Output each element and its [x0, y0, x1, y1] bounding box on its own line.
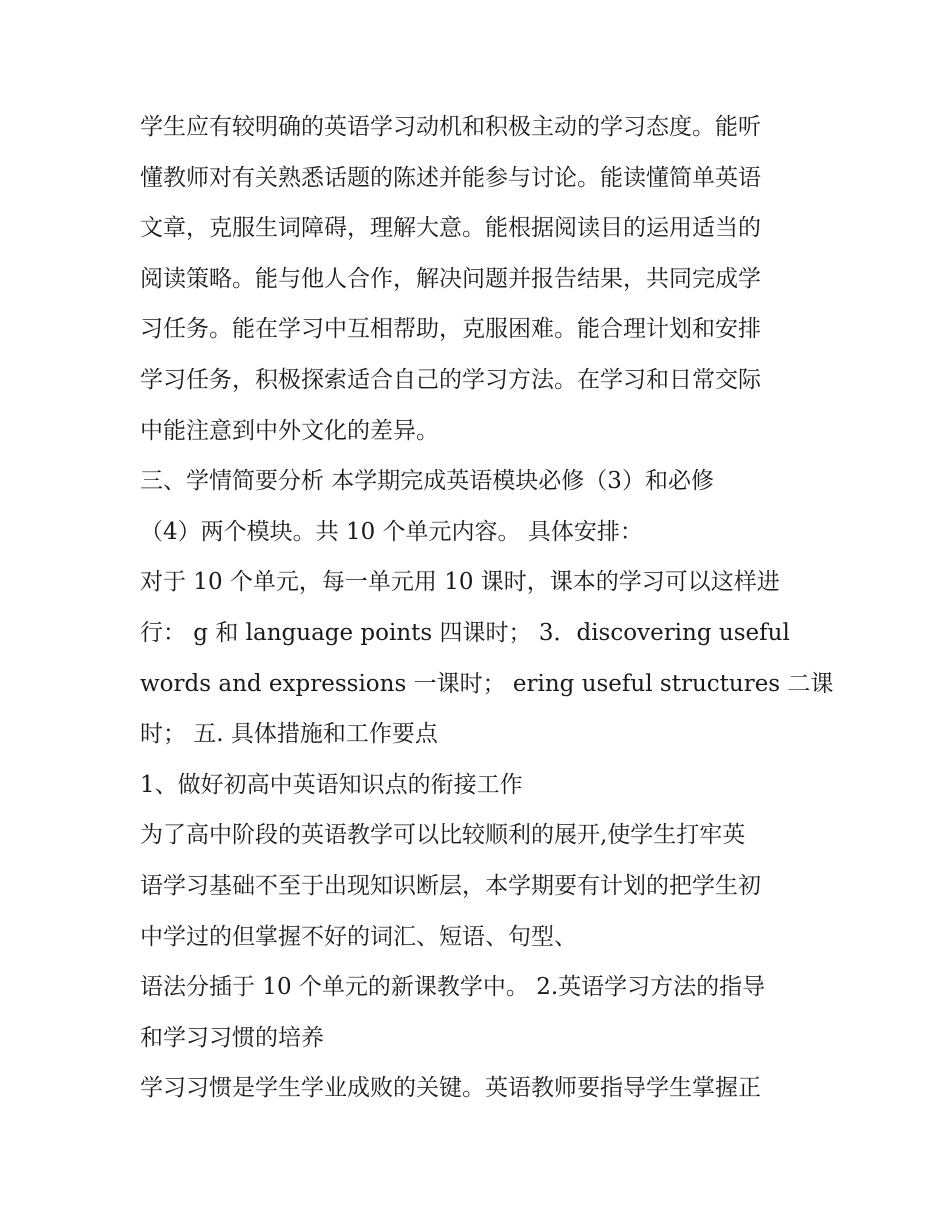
text-line: words and expressions 一课时； ering useful structures 二课	[140, 670, 834, 697]
text-line: 学生应有较明确的英语学习动机和积极主动的学习态度。能听	[140, 114, 761, 140]
subsection-heading: 和学习习惯的培养	[140, 1024, 324, 1051]
text-line: 中学过的但掌握不好的词汇、短语、句型、	[140, 923, 577, 950]
text-line: 对于 10 个单元，每一单元用 10 课时，课本的学习可以这样进	[140, 569, 780, 596]
text-line: 为了高中阶段的英语教学可以比较顺利的展开,使学生打牢英	[140, 822, 746, 849]
text-line: 阅读策略。能与他人合作，解决问题并报告结果，共同完成学	[140, 265, 761, 292]
text-line: 行： g 和 language points 四课时； 3．discovering useful	[140, 619, 790, 646]
text-line: （4）两个模块。共 10 个单元内容。 具体安排：	[140, 518, 643, 545]
text-line: 习任务。能在学习中互相帮助，克服困难。能合理计划和安排	[140, 316, 761, 343]
text-line: 懂教师对有关熟悉话题的陈述并能参与讨论。能读懂简单英语	[140, 164, 761, 191]
section-heading-line: 三、学情简要分析 本学期完成英语模块必修（3）和必修	[140, 468, 714, 495]
text-line: 文章，克服生词障碍，理解大意。能根据阅读目的运用适当的	[140, 215, 761, 242]
text-line: 学习习惯是学生学业成败的关键。英语教师要指导学生掌握正	[140, 1075, 761, 1102]
text-line: 学习任务，积极探索适合自己的学习方法。在学习和日常交际	[140, 366, 761, 393]
text-line: 语法分插于 10 个单元的新课教学中。 2.英语学习方法的指导	[140, 974, 766, 1001]
section-heading-line: 时； 五. 具体措施和工作要点	[140, 721, 438, 748]
document-body	[140, 102, 834, 1114]
text-line: 语学习基础不至于出现知识断层，本学期要有计划的把学生初	[140, 872, 761, 899]
text-line: 中能注意到中外文化的差异。	[140, 417, 439, 444]
subsection-heading: 1、做好初高中英语知识点的衔接工作	[140, 771, 523, 798]
